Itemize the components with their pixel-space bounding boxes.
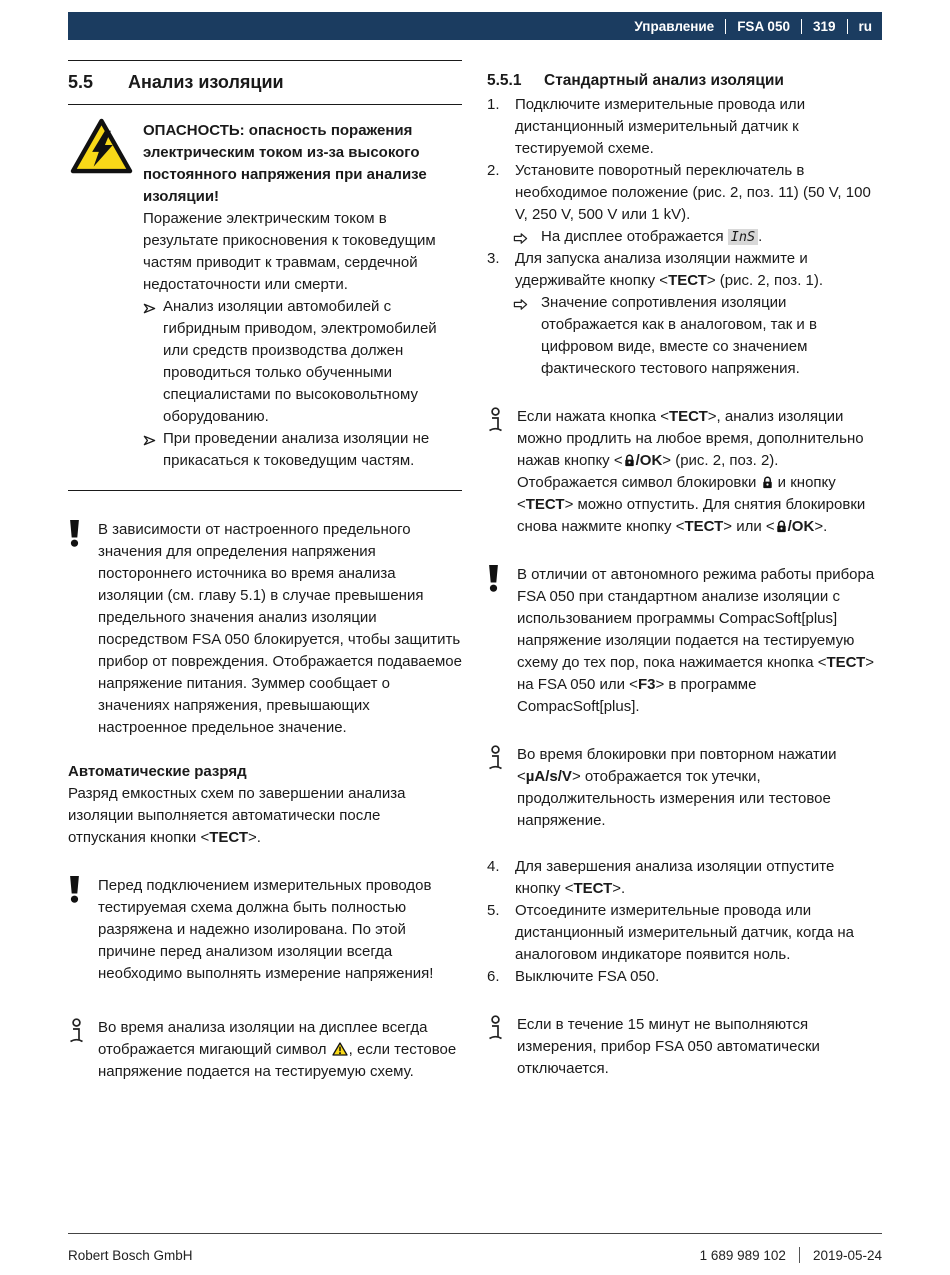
- important-note-text: Перед подключением измерительных проводов тестируемая схема должна быть полностью разряжена и надежно изолирована. По этой причине перед анализом изоляции всегда необходимо выполнять измерение напряжения!: [98, 877, 434, 982]
- info-icon: [487, 745, 504, 779]
- info-icon: [487, 407, 504, 441]
- header-bar: [68, 12, 882, 40]
- step-result-text: На дисплее отображается InS .: [541, 228, 763, 245]
- footer-divider: [799, 1247, 800, 1263]
- info-note: [68, 1017, 462, 1083]
- subsection-heading: [487, 70, 882, 92]
- info-note-text: Если в течение 15 минут не выполняются измерения, прибор FSA 050 автоматически отключается.: [517, 1016, 820, 1077]
- numbered-steps: [487, 856, 882, 988]
- left-column: [68, 60, 462, 1083]
- danger-bullet-text: При проведении анализа изоляции не прикасаться к токоведущим частям.: [163, 430, 430, 469]
- paragraph: Разряд емкостных схем по завершении анализа изоляции выполняется автоматически после отпускания кнопки <ТЕСТ>.: [68, 785, 406, 846]
- lock-icon: [624, 454, 635, 467]
- info-note-text: Во время анализа изоляции на дисплее всегда отображается мигающий символ , если тестовое напряжение подается на тестируемую схему.: [98, 1019, 457, 1080]
- info-note: [487, 1014, 882, 1080]
- step-text: Установите поворотный переключатель в необходимое положение (рис. 2, поз. 11) (50 V, 100 V, 250 V, 500 V или 1 kV).: [515, 162, 871, 223]
- footer-date: 2019-05-24: [812, 1247, 882, 1263]
- section-title: Анализ изоляции: [128, 72, 284, 92]
- lock-icon: [762, 476, 773, 489]
- step-number: 5.: [487, 902, 500, 919]
- footer-part-number: 1 689 989 102: [699, 1247, 786, 1263]
- important-note: [68, 519, 462, 739]
- footer-company: Robert Bosch GmbH: [68, 1247, 193, 1263]
- subsection-heading: Автоматические разряд: [68, 763, 247, 780]
- danger-body: Поражение электрическим током в результате прикосновения к токоведущим частям приводит к травмам, сердечной недостаточности или смерти.: [143, 210, 436, 293]
- header-language-code: ru: [858, 18, 872, 34]
- right-column: [487, 60, 882, 1080]
- info-note: [487, 406, 882, 538]
- step-number: 6.: [487, 968, 500, 985]
- step-text: Для запуска анализа изоляции нажмите и удерживайте кнопку <ТЕСТ> (рис. 2, поз. 1).: [515, 250, 824, 289]
- info-note: [487, 744, 882, 832]
- header-divider: [801, 19, 802, 34]
- subsection-number: 5.5.1: [487, 72, 522, 89]
- step-number: 2.: [487, 162, 500, 179]
- header-product-name: FSA 050: [737, 18, 790, 34]
- lock-icon: [776, 520, 787, 533]
- info-note-text: Если нажата кнопка <ТЕСТ>, анализ изоляции можно продлить на любое время, дополнительно нажав кнопку < /OK> (рис. 2, поз. 2). Отображается символ блокировки и кнопку <ТЕСТ> можно отпустить. Для снятия блокировки снова нажмите кнопку <ТЕСТ> или < /OK>.: [517, 408, 866, 535]
- header-divider: [847, 19, 848, 34]
- result-arrow-icon: [513, 296, 528, 318]
- danger-title: ОПАСНОСТЬ: опасность поражения электрическим током из-за высокого постоянного напряжения при анализе изоляции!: [143, 122, 427, 205]
- high-voltage-warning-icon: [70, 118, 133, 182]
- info-icon: [487, 1015, 504, 1049]
- important-note: [487, 564, 882, 718]
- step-item: [487, 94, 882, 160]
- important-note-text: В зависимости от настроенного предельного значения для определения напряжения постороннего источника во время анализа изоляции (см. главу 5.1) в случае превышения предельного значения анализ изоляции посредством FSA 050 блокируется, чтобы защитить прибор от повреждения. Отображается подаваемое напряжение питания. Зуммер сообщает о значениях напряжения, превышающих настроенное предельное значение.: [98, 521, 462, 736]
- info-icon: [68, 1018, 85, 1052]
- step-result: [487, 226, 882, 248]
- header-section-label: Управление: [634, 18, 715, 34]
- header-page-number: 319: [812, 18, 836, 34]
- step-number: 4.: [487, 858, 500, 875]
- danger-bullet: [143, 428, 462, 472]
- step-result-text: Значение сопротивления изоляции отображается как в аналоговом, так и в цифровом виде, вместе со значением фактического тестового напряжения.: [541, 294, 817, 377]
- step-number: 1.: [487, 96, 500, 113]
- warning-triangle-icon: [332, 1042, 348, 1056]
- info-note-text: Во время блокировки при повторном нажатии <µA/s/V> отображается ток утечки, продолжительность измерения или тестовое напряжение.: [517, 746, 837, 829]
- page-footer: [68, 1233, 882, 1263]
- step-number: 3.: [487, 250, 500, 267]
- important-note-text: В отличии от автономного режима работы прибора FSA 050 при стандартном анализе изоляции с использованием программы CompacSoft[plus] напряжение изоляции подается на тестируемую схему до тех пор, пока нажимается кнопка <ТЕСТ> на FSA 050 или <F3> в программе CompacSoft[plus].: [517, 566, 875, 715]
- step-result: [487, 292, 882, 380]
- step-text: Отсоедините измерительные провода или дистанционный измерительный датчик, когда на аналоговом индикаторе появится ноль.: [515, 902, 855, 963]
- header-divider: [725, 19, 726, 34]
- step-item: [487, 966, 882, 988]
- step-item: [487, 856, 882, 900]
- section-number: 5.5: [68, 72, 94, 92]
- section-heading: [68, 61, 462, 104]
- exclamation-icon: [487, 565, 500, 599]
- exclamation-icon: [68, 520, 81, 554]
- danger-bullet: [143, 296, 462, 428]
- numbered-steps: [487, 94, 882, 380]
- step-text: Выключите FSA 050.: [515, 968, 660, 985]
- exclamation-icon: [68, 876, 81, 910]
- step-item: [487, 248, 882, 292]
- step-text: Подключите измерительные провода или дистанционный измерительный датчик к тестируемой схеме.: [515, 96, 806, 157]
- arrowhead-bullet-icon: [143, 432, 156, 454]
- subsection-title: Стандартный анализ изоляции: [544, 72, 784, 89]
- important-note: [68, 875, 462, 985]
- step-item: [487, 160, 882, 226]
- arrowhead-bullet-icon: [143, 300, 156, 322]
- step-item: [487, 900, 882, 966]
- danger-warning-box: [68, 105, 462, 491]
- step-text: Для завершения анализа изоляции отпустите кнопку <ТЕСТ>.: [515, 858, 835, 897]
- danger-bullet-text: Анализ изоляции автомобилей с гибридным приводом, электромобилей или средств производства должен проводиться только обученными специалистами по высоковольтному оборудованию.: [163, 298, 437, 425]
